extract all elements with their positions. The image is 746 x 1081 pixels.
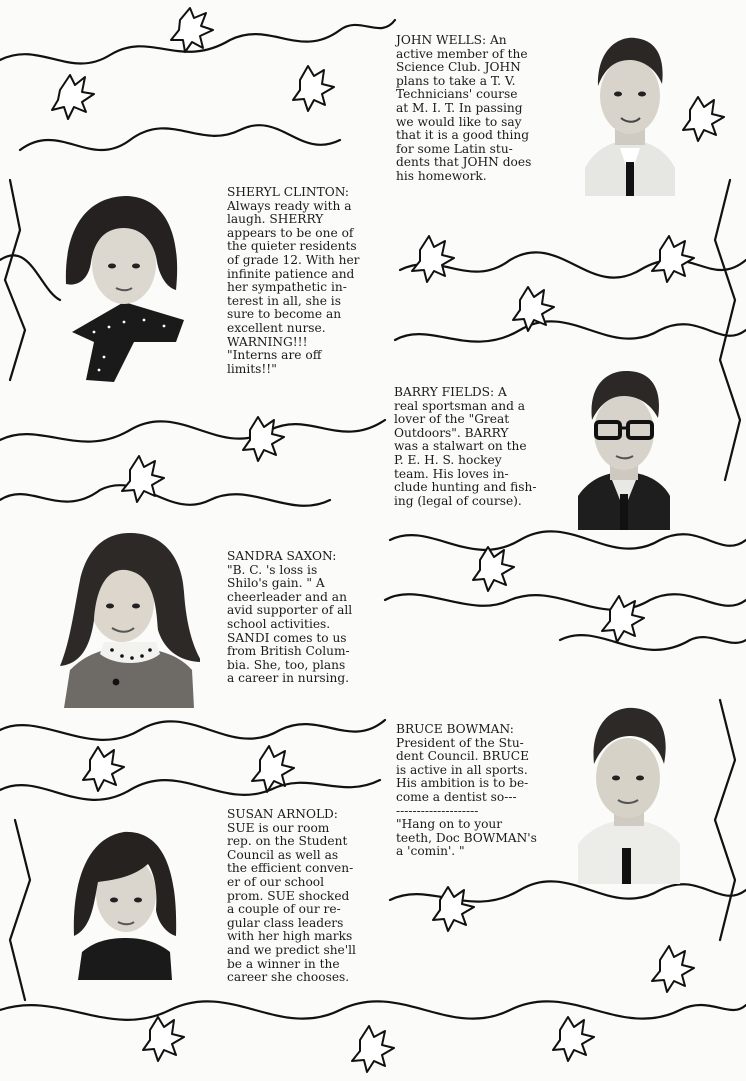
entry-line: laugh. SHERRY [227,212,324,227]
entry-line: plans to take a T. V. [396,73,516,88]
student-name: BRUCE BOWMAN: [396,722,514,736]
entry-line: the quieter residents [227,239,357,254]
entry-line: WARNING!!! [227,334,308,349]
susan-arnold-photo [72,824,178,980]
entry-susan-arnold [227,808,379,985]
entry-line: clude hunting and fish- [394,480,537,495]
student-name: SUSAN ARNOLD: [227,807,338,821]
entry-bruce-bowman [396,723,564,859]
entry-line: appears to be one of [227,225,354,240]
entry-line: P. E. H. S. hockey [394,452,502,467]
entry-line: her sympathetic in- [227,280,347,295]
entry-line: prom. SUE shocked [227,888,350,903]
entry-line: SUE is our room [227,820,330,835]
entry-line: BARRY FIELDS: A [394,385,507,399]
entry-line: active member of the [396,46,528,61]
entry-line: His ambition is to be- [396,776,529,791]
entry-line: teeth, Doc BOWMAN's [396,830,537,845]
entry-line: avid supporter of all [227,603,353,618]
entry-line: for some Latin stu- [396,141,513,156]
entry-line: Science Club. JOHN [396,60,521,75]
entry-line: -------------------- [396,803,479,818]
entry-line: SANDI comes to us [227,630,347,645]
entry-line: rep. on the Student [227,834,348,849]
entry-line: excellent nurse. [227,320,326,335]
entry-line: terest in all, she is [227,293,341,308]
entry-line: limits!!" [227,361,277,376]
entry-line: real sportsman and a [394,398,526,413]
entry-line: a career in nursing. [227,671,350,686]
entry-line: career she chooses. [227,970,350,985]
entry-line: dent Council. BRUCE [396,749,529,764]
entry-line: school activities. [227,616,331,631]
entry-line: his homework. [396,168,487,183]
entry-line: "Hang on to your [396,817,503,832]
entry-line: from British Colum- [227,644,350,659]
entry-line: team. His loves in- [394,466,509,481]
student-name: SHERYL CLINTON: [227,185,350,199]
entry-line: a 'comin'. " [396,844,465,859]
entry-line: bia. She, too, plans [227,657,346,672]
entry-line: is active in all sports. [396,762,528,777]
entry-line: Technicians' course [396,87,518,102]
student-name: SANDRA SAXON: [227,549,337,563]
entry-line: "Interns are off [227,348,322,363]
entry-line: and we predict she'll [227,942,356,957]
sandra-saxon-photo [60,530,200,708]
entry-line: we would like to say [396,114,522,129]
sheryl-clinton-photo [64,192,192,382]
entry-line: come a dentist so--- [396,789,517,804]
entry-line: the efficient conven- [227,861,354,876]
entry-line: of grade 12. With her [227,252,360,267]
entry-sandra-saxon [227,550,379,686]
bruce-bowman-photo [578,704,680,884]
entry-line: JOHN WELLS: An [396,33,507,47]
student-name: JOHN WELLS: [396,33,487,47]
entry-line: gular class leaders [227,915,344,930]
entry-john-wells [396,34,568,184]
john-wells-photo [585,28,675,196]
student-name: BARRY FIELDS: [394,385,495,399]
entry-line: ing (legal of course). [394,493,522,508]
entry-sheryl-clinton [227,186,383,376]
entry-line: President of the Stu- [396,735,524,750]
entry-line: er of our school [227,874,325,889]
entry-line: Outdoors". BARRY [394,425,509,440]
entry-line: sure to become an [227,307,342,322]
entry-line: with her high marks [227,929,353,944]
entry-line: that it is a good thing [396,128,530,143]
entry-line: Always ready with a [227,198,352,213]
entry-line: at M. I. T. In passing [396,100,523,115]
entry-line: be a winner in the [227,956,340,971]
entry-line: Council as well as [227,847,339,862]
entry-line: infinite patience and [227,266,355,281]
barry-fields-photo [578,368,670,530]
entry-line: lover of the "Great [394,412,510,427]
entry-line: Shilo's gain. " A [227,576,325,591]
entry-line: was a stalwart on the [394,439,527,454]
entry-barry-fields [394,386,562,508]
entry-line: a couple of our re- [227,902,341,917]
entry-line: dents that JOHN does [396,155,532,170]
entry-line: "B. C. 's loss is [227,562,318,577]
entry-line: cheerleader and an [227,589,347,604]
